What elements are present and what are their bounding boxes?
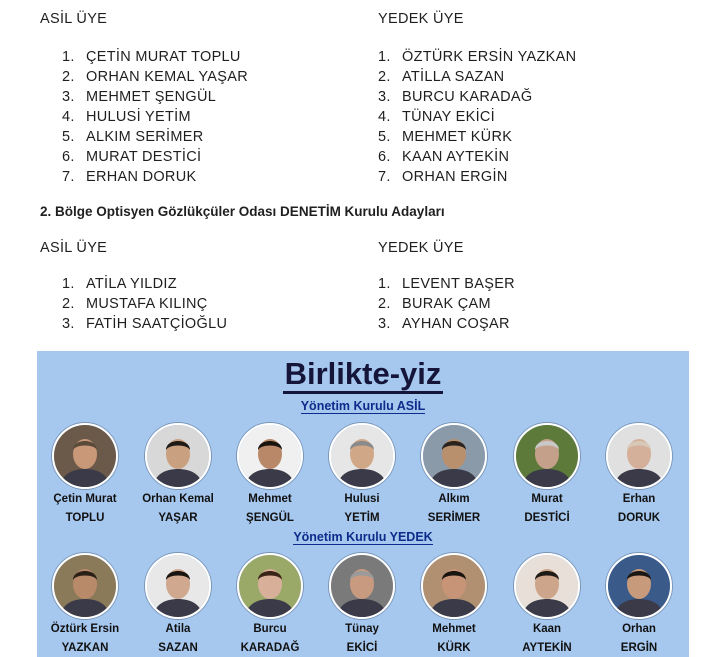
person-surname: EKİCİ [346, 642, 378, 654]
campaign-banner [37, 351, 689, 657]
list-item: 4. TÜNAY EKİCİ [378, 109, 496, 125]
person-card [224, 553, 316, 655]
person-surname: ŞENGÜL [246, 512, 294, 524]
person-surname: TOPLU [65, 512, 105, 524]
person-card [39, 423, 131, 525]
list-item: 5. ALKIM SERİMER [62, 129, 204, 145]
person-surname: DORUK [617, 512, 661, 524]
person-surname: AYTEKİN [522, 642, 572, 654]
person-card [408, 423, 500, 525]
denetim-yedek-list [378, 274, 515, 334]
person-card [39, 553, 131, 655]
person-first-name: Atila [165, 623, 191, 635]
denetim-asil-list [62, 274, 227, 334]
person-first-name: Kaan [532, 623, 562, 635]
list-item: 6. KAAN AYTEKİN [378, 149, 510, 165]
person-card [501, 553, 593, 655]
yedek-uye-header: YEDEK ÜYE [378, 11, 464, 27]
person-card [224, 423, 316, 525]
person-card [408, 553, 500, 655]
person-portrait-icon [329, 423, 395, 489]
yedek-uye-list [378, 47, 576, 187]
denetim-kurulu-title: 2. Bölge Optisyen Gözlükçüler Odası DENETİM Kurulu Adayları [40, 204, 445, 219]
person-first-name: Burcu [253, 623, 287, 635]
list-item: 1. ÖZTÜRK ERSİN YAZKAN [378, 49, 577, 65]
person-card [132, 553, 224, 655]
asil-subtitle: Yönetim Kurulu ASİL [300, 399, 426, 413]
person-portrait-icon [421, 423, 487, 489]
person-portrait-icon [514, 423, 580, 489]
person-surname: YAZKAN [61, 642, 109, 654]
person-first-name: Orhan Kemal [142, 493, 214, 505]
person-card [316, 423, 408, 525]
person-first-name: Hulusi [344, 493, 380, 505]
person-surname: KARADAĞ [240, 642, 300, 654]
person-first-name: Mehmet [248, 493, 292, 505]
list-item: 5. MEHMET KÜRK [378, 129, 513, 145]
list-item: 6. MURAT DESTİCİ [62, 149, 202, 165]
person-surname: SAZAN [158, 642, 198, 654]
person-portrait-icon [514, 553, 580, 619]
list-item: 7. ERHAN DORUK [62, 169, 197, 185]
list-item: 4. HULUSİ YETİM [62, 109, 191, 125]
person-first-name: Çetin Murat [53, 493, 117, 505]
person-portrait-icon [329, 553, 395, 619]
person-portrait-icon [237, 553, 303, 619]
person-first-name: Mehmet [432, 623, 476, 635]
brand-title: Birlikte-yiz [37, 355, 689, 393]
list-item: 2. ORHAN KEMAL YAŞAR [62, 69, 248, 85]
person-portrait-icon [145, 553, 211, 619]
person-portrait-icon [52, 423, 118, 489]
person-portrait-icon [606, 423, 672, 489]
list-item: 1. LEVENT BAŞER [378, 276, 515, 292]
person-first-name: Öztürk Ersin [50, 623, 120, 635]
list-item: 1. ÇETİN MURAT TOPLU [62, 49, 241, 65]
list-item: 7. ORHAN ERGİN [378, 169, 508, 185]
denetim-yedek-uye-header: YEDEK ÜYE [378, 240, 464, 256]
person-portrait-icon [421, 553, 487, 619]
asil-uye-list [62, 47, 248, 187]
list-item: 3. MEHMET ŞENGÜL [62, 89, 217, 105]
person-card [132, 423, 224, 525]
person-first-name: Tünay [345, 623, 379, 635]
person-surname: ERGİN [620, 642, 658, 654]
denetim-asil-uye-header: ASİL ÜYE [40, 240, 108, 256]
person-first-name: Orhan [622, 623, 656, 635]
list-item: 2. MUSTAFA KILINÇ [62, 296, 208, 312]
person-portrait-icon [606, 553, 672, 619]
list-item: 3. FATİH SAATÇİOĞLU [62, 316, 228, 332]
person-card [593, 553, 685, 655]
yedek-subtitle: Yönetim Kurulu YEDEK [293, 530, 433, 544]
person-surname: YAŞAR [158, 512, 198, 524]
list-item: 2. ATİLLA SAZAN [378, 69, 505, 85]
person-card [501, 423, 593, 525]
person-first-name: Erhan [622, 493, 656, 505]
person-portrait-icon [237, 423, 303, 489]
list-item: 1. ATİLA YILDIZ [62, 276, 177, 292]
person-card [316, 553, 408, 655]
person-surname: YETİM [344, 512, 380, 524]
person-surname: KÜRK [437, 642, 471, 654]
person-card [593, 423, 685, 525]
person-surname: DESTİCİ [524, 512, 570, 524]
person-portrait-icon [52, 553, 118, 619]
asil-uye-header: ASİL ÜYE [40, 11, 108, 27]
list-item: 3. AYHAN COŞAR [378, 316, 510, 332]
person-surname: SERİMER [427, 512, 481, 524]
person-first-name: Alkım [438, 493, 470, 505]
person-portrait-icon [145, 423, 211, 489]
list-item: 2. BURAK ÇAM [378, 296, 491, 312]
person-first-name: Murat [531, 493, 563, 505]
list-item: 3. BURCU KARADAĞ [378, 89, 533, 105]
